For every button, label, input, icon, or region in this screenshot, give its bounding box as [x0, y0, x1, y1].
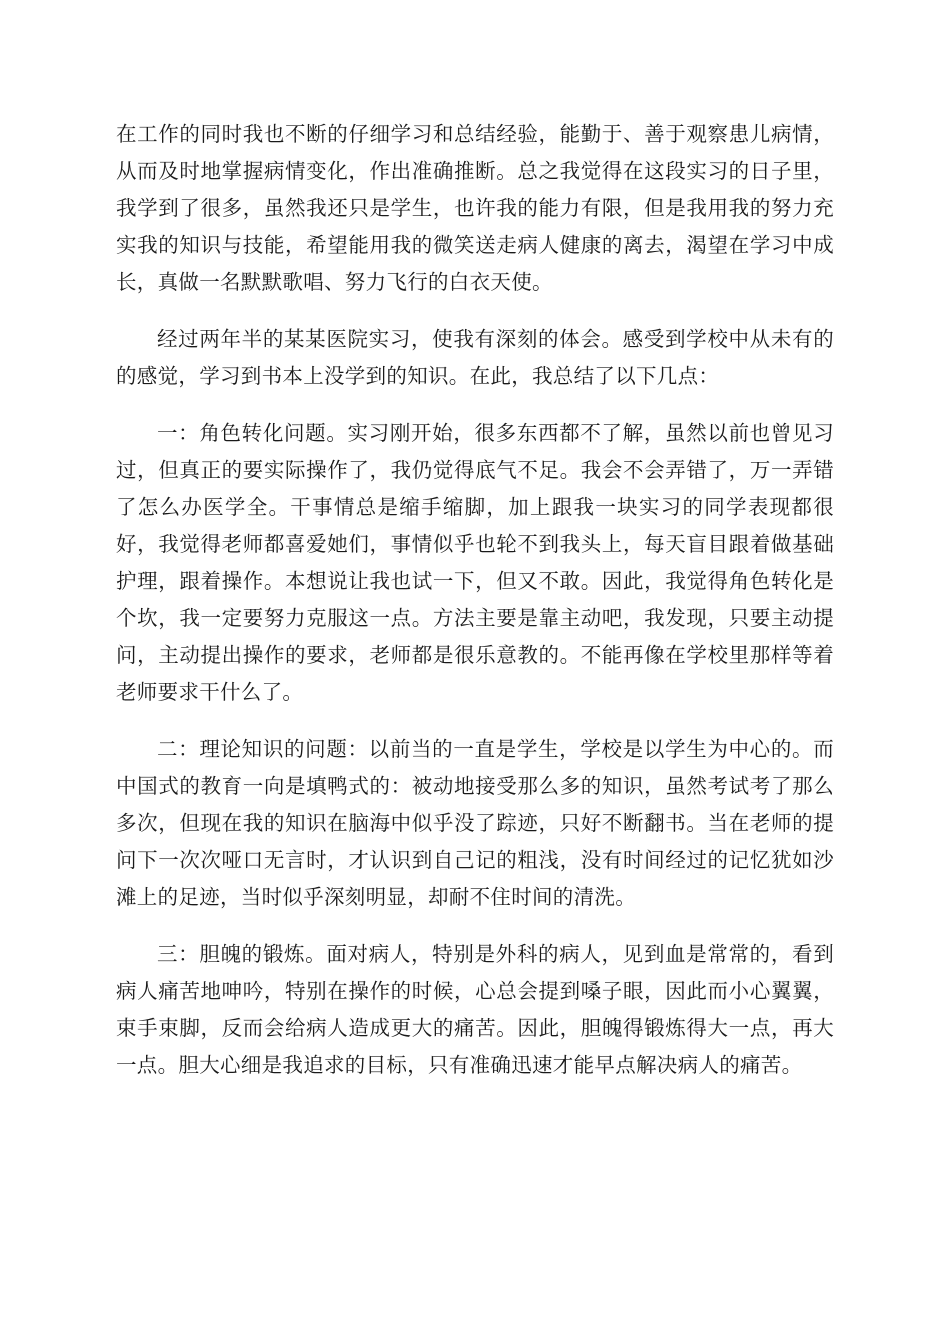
paragraph-point-2: 二：理论知识的问题：以前当的一直是学生，学校是以学生为中心的。而中国式的教育一向是填鸭式的：被动地接受那么多的知识，虽然考试考了那么多次，但现在我的知识在脑海中似乎没了踪迹，只好不断翻书。当在老师的提问下一次次哑口无言时，才认识到自己记的粗浅，没有时间经过的记忆犹如沙滩上的足迹，当时似乎深刻明显，却耐不住时间的清洗。	[116, 737, 834, 909]
paragraph-continuation: 在工作的同时我也不断的仔细学习和总结经验，能勤于、善于观察患儿病情，从而及时地掌握病情变化，作出准确推断。总之我觉得在这段实习的日子里，我学到了很多，虽然我还只是学生，也许我的能力有限，但是我用我的努力充实我的知识与技能，希望能用我的微笑送走病人健康的离去，渴望在学习中成长，真做一名默默歌唱、努力飞行的白衣天使。	[116, 122, 834, 294]
paragraph-point-1: 一：角色转化问题。实习刚开始，很多东西都不了解，虽然以前也曾见习过，但真正的要实际操作了，我仍觉得底气不足。我会不会弄错了，万一弄错了怎么办医学全。干事情总是缩手缩脚，加上跟我一块实习的同学表现都很好，我觉得老师都喜爱她们，事情似乎也轮不到我头上，每天盲目跟着做基础护理，跟着操作。本想说让我也试一下，但又不敢。因此，我觉得角色转化是个坎，我一定要努力克服这一点。方法主要是靠主动吧，我发现，只要主动提问，主动提出操作的要求，老师都是很乐意教的。不能再像在学校里那样等着老师要求干什么了。	[116, 421, 834, 704]
paragraph-intro: 经过两年半的某某医院实习，使我有深刻的体会。感受到学校中从未有的的感觉，学习到书本上没学到的知识。在此，我总结了以下几点：	[116, 327, 834, 388]
document-body	[116, 116, 834, 1104]
paragraph-point-3: 三：胆魄的锻炼。面对病人，特别是外科的病人，见到血是常常的，看到病人痛苦地呻吟，特别在操作的时候，心总会提到嗓子眼，因此而小心翼翼，束手束脚，反而会给病人造成更大的痛苦。因此，胆魄得锻炼得大一点，再大一点。胆大心细是我追求的目标，只有准确迅速才能早点解决病人的痛苦。	[116, 942, 834, 1077]
